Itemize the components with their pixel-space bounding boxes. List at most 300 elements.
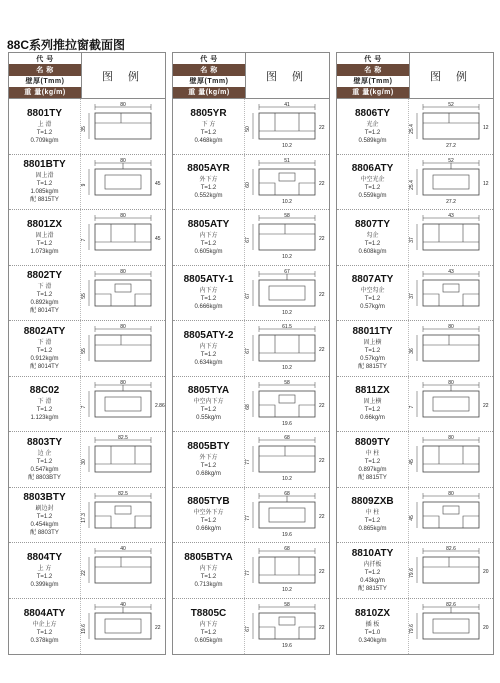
dimension-label: 2.86	[155, 402, 165, 409]
dimension-label: 52	[448, 102, 454, 109]
profile-name: 刷边封	[35, 506, 54, 513]
section-table-column	[172, 52, 330, 655]
dimension-label: 45	[409, 459, 415, 466]
profile-info	[9, 266, 80, 321]
dimension-label: 55	[81, 292, 87, 299]
profile-drawing	[409, 324, 479, 361]
profile-info	[173, 377, 244, 432]
dimension-label: 80	[120, 268, 126, 275]
profile-pairing: 配 8815TY	[358, 585, 387, 592]
profile-name: 固上横	[363, 339, 382, 346]
dimension-label: 22	[319, 180, 325, 187]
dimension-label: 30	[81, 459, 87, 466]
profile-weight: 1.123kg/m	[30, 415, 59, 422]
header-name: 名 称	[173, 64, 245, 75]
profile-weight: 0.589kg/m	[358, 137, 387, 144]
profile-thickness: T=1.2	[364, 518, 381, 525]
dimension-label: 22	[319, 569, 325, 576]
dimension-label: 80	[120, 102, 126, 109]
dimension-label: 25.4	[409, 124, 415, 135]
profile-drawing	[81, 380, 165, 417]
profile-thickness: T=1.2	[364, 129, 381, 136]
dimension-label: 22	[319, 236, 325, 243]
table-header	[173, 53, 329, 99]
profile-name: 下 滑	[37, 339, 52, 346]
profile-name: 中空勾企	[360, 288, 385, 295]
profile-figure	[408, 488, 493, 543]
profile-drawing	[81, 269, 151, 306]
dimension-label: 80	[120, 213, 126, 220]
profile-cross-section	[81, 601, 165, 651]
profile-info	[9, 210, 80, 265]
profile-figure	[244, 210, 329, 265]
profile-cross-section	[81, 490, 165, 540]
dimension-label: 7	[409, 405, 415, 409]
dimension-label: 10.2	[282, 365, 292, 372]
profile-drawing	[81, 546, 151, 583]
table-header	[9, 53, 165, 99]
dimension-label: 40	[120, 546, 126, 553]
profile-info	[337, 321, 408, 376]
profile-name: 中空内下方	[193, 399, 224, 406]
header-weight: 重 量(kg/m)	[337, 87, 409, 98]
profile-weight: 0.605kg/m	[194, 248, 223, 255]
profile-info	[337, 543, 408, 598]
profile-code: 8805BTYA	[184, 551, 233, 563]
profile-name: 内下方	[199, 565, 218, 572]
profile-cross-section	[245, 157, 329, 207]
profile-cross-section	[81, 157, 165, 207]
table-row	[337, 210, 493, 266]
profile-cross-section	[245, 434, 329, 484]
profile-thickness: T=1.2	[364, 569, 381, 576]
profile-figure	[408, 543, 493, 598]
profile-code: 8801TY	[26, 107, 63, 119]
dimension-label: 12	[483, 125, 489, 132]
profile-figure	[80, 155, 165, 210]
table-row	[337, 377, 493, 433]
profile-weight: 0.865kg/m	[358, 526, 387, 533]
dimension-label: 22	[319, 347, 325, 354]
profile-code: 8806TY	[354, 107, 391, 119]
profile-weight: 0.454kg/m	[30, 522, 59, 529]
dimension-label: 79.6	[409, 624, 415, 635]
profile-figure	[244, 99, 329, 154]
profile-weight: 0.66kg/m	[196, 526, 221, 533]
profile-info	[9, 321, 80, 376]
profile-thickness: T=1.2	[200, 296, 217, 303]
profile-thickness: T=1.2	[36, 240, 53, 247]
profile-cross-section	[245, 212, 329, 262]
profile-code: 8804TY	[26, 551, 63, 563]
header-figure: 图 例	[245, 53, 329, 98]
header-name: 名 称	[9, 64, 81, 75]
profile-info	[173, 266, 244, 321]
profile-figure	[80, 543, 165, 598]
profile-code: 8805ATY	[187, 218, 230, 230]
dimension-label: 77	[245, 459, 251, 466]
dimension-label: 36	[409, 348, 415, 355]
profile-thickness: T=1.2	[200, 129, 217, 136]
dimension-label: 82.5	[118, 490, 128, 497]
dimension-label: 45	[155, 236, 161, 243]
table-row	[9, 321, 165, 377]
profile-thickness: T=1.2	[200, 407, 217, 414]
profile-figure	[244, 321, 329, 376]
profile-drawing	[245, 269, 325, 316]
dimension-label: 10.2	[282, 198, 292, 205]
header-labels	[337, 53, 409, 98]
profile-drawing	[81, 102, 151, 139]
profile-info	[173, 99, 244, 154]
table-row	[9, 432, 165, 488]
profile-drawing	[81, 602, 161, 639]
profile-drawing	[409, 602, 489, 639]
profile-figure	[408, 266, 493, 321]
dimension-label: 22	[319, 291, 325, 298]
profile-weight: 0.912kg/m	[30, 355, 59, 362]
profile-weight: 0.547kg/m	[30, 466, 59, 473]
profile-info	[173, 210, 244, 265]
profile-code: 8801BTY	[23, 159, 66, 171]
profile-thickness: T=1.2	[36, 407, 53, 414]
profile-info	[9, 99, 80, 154]
profile-name: 下 滑	[37, 399, 52, 406]
table-row	[9, 377, 165, 433]
profile-info	[337, 599, 408, 655]
profile-cross-section	[245, 601, 329, 651]
profile-cross-section	[245, 323, 329, 373]
profile-info	[9, 155, 80, 210]
profile-code: 8805BTY	[187, 440, 230, 452]
profile-info	[173, 432, 244, 487]
profile-code: 8803TY	[26, 436, 63, 448]
profile-figure	[80, 99, 165, 154]
dimension-label: 7	[81, 405, 87, 409]
profile-drawing	[409, 158, 489, 205]
profile-weight: 0.43kg/m	[360, 577, 385, 584]
section-table-column	[336, 52, 494, 655]
profile-pairing: 配 8815TY	[30, 197, 59, 204]
dimension-label: 80	[448, 435, 454, 442]
profile-figure	[408, 599, 493, 655]
profile-drawing	[245, 158, 325, 205]
profile-thickness: T=1.2	[36, 629, 53, 636]
dimension-label: 60	[245, 181, 251, 188]
header-thickness: 壁厚(Tmm)	[173, 76, 245, 87]
dimension-label: 80	[120, 157, 126, 164]
profile-weight: 0.55kg/m	[196, 415, 221, 422]
dimension-label: 58	[284, 379, 290, 386]
profile-drawing	[409, 102, 489, 149]
profile-thickness: T=1.2	[364, 296, 381, 303]
profile-weight: 0.57kg/m	[360, 304, 385, 311]
table-row	[173, 543, 329, 599]
profile-thickness: T=1.2	[200, 573, 217, 580]
dimension-label: 67	[284, 268, 290, 275]
dimension-label: 67	[245, 237, 251, 244]
header-weight: 重 量(kg/m)	[9, 87, 81, 98]
profile-figure	[408, 432, 493, 487]
profile-code: 8810ATY	[351, 547, 394, 559]
header-code: 代 号	[337, 53, 409, 64]
profile-thickness: T=1.0	[364, 629, 381, 636]
profile-name: 外下方	[199, 177, 218, 184]
dimension-label: 22	[319, 402, 325, 409]
dimension-label: 22	[319, 125, 325, 132]
profile-weight: 0.378kg/m	[30, 637, 59, 644]
profile-info	[9, 488, 80, 543]
table-row	[337, 99, 493, 155]
profile-pairing: 配 8815TY	[358, 474, 387, 481]
profile-cross-section	[81, 379, 165, 429]
dimension-label: 80	[448, 324, 454, 331]
dimension-label: 68	[284, 490, 290, 497]
profile-weight: 1.085kg/m	[30, 189, 59, 196]
profile-info	[9, 377, 80, 432]
profile-thickness: T=1.2	[36, 292, 53, 299]
profile-info	[9, 599, 80, 655]
profile-weight: 0.340kg/m	[358, 637, 387, 644]
profile-weight: 0.66kg/m	[360, 415, 385, 422]
profile-info	[337, 210, 408, 265]
dimension-label: 82.6	[446, 602, 456, 609]
profile-cross-section	[409, 434, 493, 484]
section-table-column	[8, 52, 166, 655]
profile-drawing	[245, 435, 325, 482]
profile-cross-section	[409, 268, 493, 318]
profile-figure	[244, 266, 329, 321]
profile-code: 8807TY	[354, 218, 391, 230]
dimension-label: 22	[319, 513, 325, 520]
profile-cross-section	[245, 490, 329, 540]
dimension-label: 20	[483, 569, 489, 576]
dimension-label: 68	[245, 403, 251, 410]
profile-code: 8810ZX	[354, 607, 391, 619]
profile-info	[173, 599, 244, 655]
profile-name: 固上滑	[35, 173, 54, 180]
profile-weight: 0.68kg/m	[196, 470, 221, 477]
dimension-label: 43	[448, 213, 454, 220]
profile-drawing	[409, 380, 489, 417]
profile-cross-section	[409, 323, 493, 373]
profile-code: 8804ATY	[23, 607, 66, 619]
dimension-label: 22	[483, 402, 489, 409]
table-row	[9, 599, 165, 655]
header-figure: 图 例	[409, 53, 493, 98]
profile-cross-section	[81, 268, 165, 318]
header-name: 名 称	[337, 64, 409, 75]
table-row	[173, 266, 329, 322]
table-row	[173, 599, 329, 655]
dimension-label: 55	[81, 348, 87, 355]
profile-cross-section	[81, 212, 165, 262]
profile-thickness: T=1.2	[36, 514, 53, 521]
profile-info	[173, 321, 244, 376]
profile-name: 中空外下方	[193, 510, 224, 517]
dimension-label: 43	[448, 268, 454, 275]
table-row	[337, 266, 493, 322]
profile-figure	[244, 432, 329, 487]
table-row	[173, 377, 329, 433]
profile-drawing	[245, 380, 325, 427]
profile-drawing	[245, 102, 325, 149]
profile-thickness: T=1.2	[364, 458, 381, 465]
dimension-label: 10.2	[282, 143, 292, 150]
dimension-label: 45	[155, 180, 161, 187]
profile-name: 内下方	[199, 343, 218, 350]
profile-code: 8802ATY	[23, 325, 66, 337]
dimension-label: 7	[81, 238, 87, 242]
profile-code: 8805ATY-2	[183, 329, 234, 341]
profile-drawing	[409, 435, 479, 472]
table-row	[9, 543, 165, 599]
profile-name: 中企上方	[32, 621, 57, 628]
profile-figure	[408, 210, 493, 265]
dimension-label: 35	[81, 126, 87, 133]
dimension-label: 19.6	[282, 643, 292, 650]
page-title: 88C系列推拉窗截面图	[7, 38, 126, 52]
profile-name: 固上滑	[35, 232, 54, 239]
dimension-label: 10.2	[282, 309, 292, 316]
profile-name: 上 方	[37, 565, 52, 572]
profile-thickness: T=1.2	[36, 181, 53, 188]
header-figure: 图 例	[81, 53, 165, 98]
profile-pairing: 配 8803BTY	[28, 474, 61, 481]
profile-name: 下 滑	[37, 284, 52, 291]
profile-figure	[80, 321, 165, 376]
dimension-label: 45	[409, 514, 415, 521]
profile-weight: 0.634kg/m	[194, 359, 223, 366]
dimension-label: 58	[284, 602, 290, 609]
dimension-label: 20	[483, 625, 489, 632]
dimension-label: 27.2	[446, 198, 456, 205]
profile-thickness: T=1.2	[200, 185, 217, 192]
profile-drawing	[81, 324, 151, 361]
profile-drawing	[409, 546, 489, 583]
dimension-label: 67	[245, 292, 251, 299]
profile-code: 88C02	[29, 385, 60, 397]
table-row	[9, 488, 165, 544]
dimension-label: 80	[120, 379, 126, 386]
dimension-label: 19.6	[282, 531, 292, 538]
dimension-label: 22	[319, 458, 325, 465]
dimension-label: 80	[120, 324, 126, 331]
profile-cross-section	[245, 101, 329, 151]
profile-info	[337, 155, 408, 210]
profile-drawing	[409, 213, 479, 250]
profile-drawing	[81, 213, 161, 250]
profile-name: 勾企	[366, 232, 379, 239]
dimension-label: 19.6	[81, 624, 87, 635]
profile-info	[337, 377, 408, 432]
dimension-label: 58	[284, 213, 290, 220]
profile-thickness: T=1.2	[36, 129, 53, 136]
profile-figure	[244, 488, 329, 543]
profile-thickness: T=1.2	[36, 347, 53, 354]
profile-weight: 0.552kg/m	[194, 193, 223, 200]
profile-info	[173, 488, 244, 543]
profile-code: 8805ATY-1	[183, 274, 234, 286]
profile-pairing: 配 8815TY	[358, 363, 387, 370]
profile-cross-section	[81, 434, 165, 484]
table-row	[173, 210, 329, 266]
header-thickness: 壁厚(Tmm)	[337, 76, 409, 87]
profile-name: 中空光企	[360, 177, 385, 184]
dimension-label: 67	[245, 348, 251, 355]
profile-weight: 0.892kg/m	[30, 300, 59, 307]
profile-cross-section	[245, 268, 329, 318]
profile-name: 上 滑	[37, 121, 52, 128]
profile-info	[337, 266, 408, 321]
table-row	[9, 210, 165, 266]
profile-drawing	[245, 602, 325, 649]
profile-name: 外下方	[199, 454, 218, 461]
profile-figure	[80, 377, 165, 432]
profile-cross-section	[245, 379, 329, 429]
profile-name: 内下方	[199, 621, 218, 628]
profile-code: 8805YR	[190, 107, 227, 119]
dimension-label: 9	[81, 183, 87, 187]
profile-figure	[80, 599, 165, 655]
profile-drawing	[245, 324, 325, 371]
table-row	[337, 155, 493, 211]
profile-name: 边 企	[37, 450, 52, 457]
profile-drawing	[81, 435, 151, 472]
profile-pairing: 配 8014TY	[30, 308, 59, 315]
dimension-label: 25.4	[409, 179, 415, 190]
profile-drawing	[409, 491, 479, 528]
profile-thickness: T=1.2	[364, 407, 381, 414]
profile-name: 中 柱	[365, 510, 380, 517]
dimension-label: 17.3	[81, 512, 87, 523]
profile-weight: 0.605kg/m	[194, 637, 223, 644]
dimension-label: 80	[448, 379, 454, 386]
profile-drawing	[245, 213, 325, 260]
profile-cross-section	[409, 490, 493, 540]
dimension-label: 27.2	[446, 143, 456, 150]
profile-figure	[244, 543, 329, 598]
profile-name: 下 方	[201, 121, 216, 128]
table-row	[9, 99, 165, 155]
profile-cross-section	[409, 157, 493, 207]
profile-info	[173, 155, 244, 210]
dimension-label: 77	[245, 570, 251, 577]
dimension-label: 82.6	[446, 546, 456, 553]
profile-code: T8805C	[190, 607, 227, 619]
profile-info	[9, 543, 80, 598]
dimension-label: 10.2	[282, 254, 292, 261]
dimension-label: 51	[284, 157, 290, 164]
header-code: 代 号	[9, 53, 81, 64]
profile-cross-section	[81, 545, 165, 595]
profile-figure	[408, 321, 493, 376]
dimension-label: 52	[448, 157, 454, 164]
dimension-label: 68	[284, 435, 290, 442]
dimension-label: 12	[483, 180, 489, 187]
profile-thickness: T=1.2	[364, 347, 381, 354]
profile-name: 内下方	[199, 232, 218, 239]
profile-info	[337, 488, 408, 543]
profile-code: 88011TY	[352, 325, 393, 337]
profile-drawing	[245, 491, 325, 538]
table-row	[337, 599, 493, 655]
profile-code: 8805TYA	[187, 385, 230, 397]
profile-drawing	[245, 546, 325, 593]
profile-info	[337, 432, 408, 487]
profile-figure	[80, 432, 165, 487]
profile-thickness: T=1.2	[200, 240, 217, 247]
